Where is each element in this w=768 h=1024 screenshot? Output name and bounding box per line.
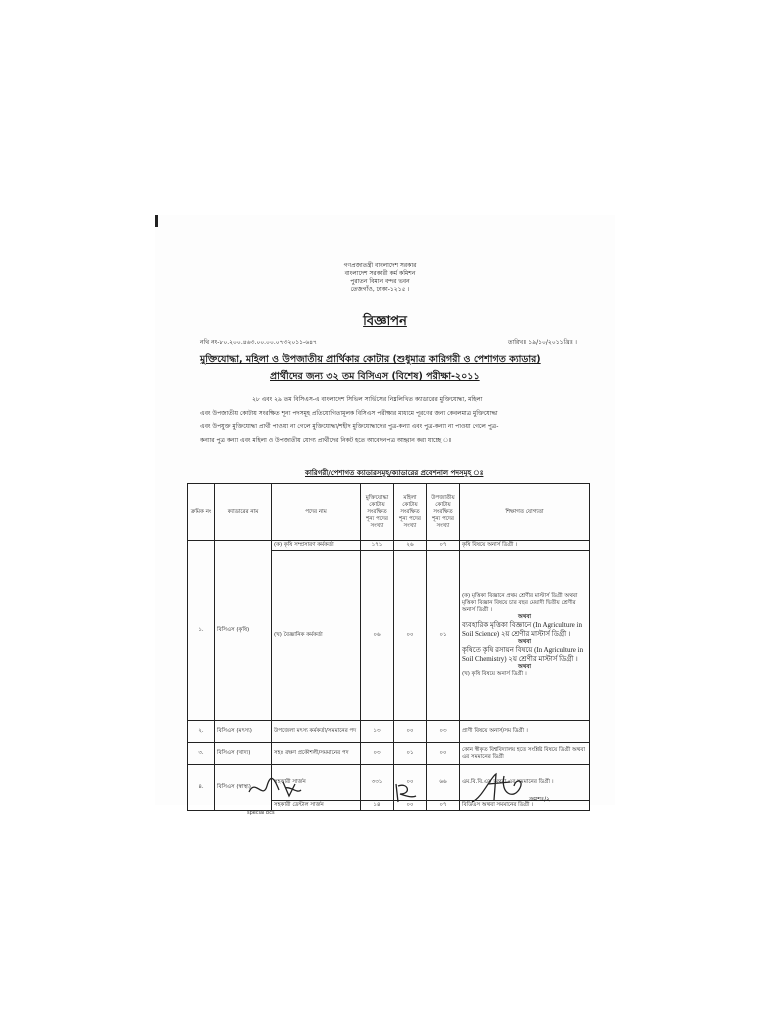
notice-date: তারিখঃ ১৯/১০/২০১১খ্রিঃ । bbox=[508, 339, 577, 346]
letterhead-line: গণপ্রজাতন্ত্রী বাংলাদেশ সরকার bbox=[343, 262, 417, 269]
qualification-line: (খ) কৃষি বিষয়ে অনার্স ডিগ্রী । bbox=[462, 671, 527, 677]
header-serial: ক্রমিক নং bbox=[188, 484, 215, 541]
letterhead-line: বাংলাদেশ সরকারী কর্ম কমিশন bbox=[344, 270, 416, 277]
letterhead bbox=[310, 262, 450, 294]
qualification-or: অথবা bbox=[518, 664, 531, 670]
header-women-quota: মহিলা কোটায় সংরক্ষিত শূন্য পদের সংখ্যা bbox=[394, 484, 427, 541]
letterhead-line: পুরাতন বিমান বন্দর ভবন bbox=[350, 278, 410, 285]
table-caption: কারিগরী/পেশাগত ক্যাডারসমূহ/ক্যাডারের প্রবেশনাল পদসমূহ ঃ bbox=[305, 469, 484, 477]
notice-title: বিজ্ঞাপন bbox=[363, 314, 407, 329]
table-row bbox=[188, 743, 590, 765]
cell-ff-count: ১৩ bbox=[361, 721, 394, 743]
cell-serial: ৩. bbox=[188, 743, 215, 765]
cell-post: সহকারী ডেন্টাল সার্জন bbox=[272, 801, 361, 811]
body-line: ২৮ এবং ২৯ তম বিসিএস-এ বাংলাদেশ সিভিল সার্ভিসের নিম্নলিখিত ক্যাডারের মুক্তিযোদ্ধা, মহিলা bbox=[252, 396, 483, 403]
header-qualification: শিক্ষাগত যোগ্যতা bbox=[460, 484, 590, 541]
cell-serial: ১. bbox=[188, 541, 215, 721]
cell-tribal-count: ৬৬ bbox=[427, 765, 460, 801]
cell-women-count: ০০ bbox=[394, 765, 427, 801]
cell-qualification bbox=[460, 551, 590, 721]
notice-body bbox=[200, 393, 590, 447]
header-freedom-fighter-quota: মুক্তিযোদ্ধা কোটায় সংরক্ষিত শূন্য পদের সংখ্যা bbox=[361, 484, 394, 541]
header-cadre: ক্যাডারের নাম bbox=[215, 484, 272, 541]
cell-tribal-count: ০৩ bbox=[427, 721, 460, 743]
cell-qualification: প্রাণী বিষয়ে অনার্স/সম ডিগ্রী । bbox=[460, 721, 590, 743]
cell-tribal-count: ০১ bbox=[427, 551, 460, 721]
cell-ff-count: ৩৩১ bbox=[361, 765, 394, 801]
cell-ff-count: ০৩ bbox=[361, 743, 394, 765]
special-bcs-label: special bcs bbox=[247, 810, 275, 816]
table-header-row bbox=[188, 484, 590, 541]
body-line: এবং উপযুক্ত মুক্তিযোদ্ধা প্রার্থী পাওয়া না গেলে মুক্তিযোদ্ধা/শহীদ মুক্তিযোদ্ধাদের পুত্র-কন্যা এবং পুত্র-কন্যা না পাওয়া গেলে পুত্র- bbox=[200, 423, 499, 430]
cell-ff-count: ০৬ bbox=[361, 551, 394, 721]
cell-women-count: ২৬ bbox=[394, 541, 427, 551]
cell-cadre: বিসিএস (স্বাস্থ্য) bbox=[215, 765, 272, 811]
cell-qualification: কোন স্বীকৃত বিশ্ববিদ্যালয় হতে সংশ্লিষ্ট বিষয়ে ডিগ্রী অথবা এর সমমানের ডিগ্রী bbox=[460, 743, 590, 765]
qualification-line: কৃষিতে কৃষি রসায়ন বিষয়ে (In Agriculture in Soil Chemistry) ২য় শ্রেণীর মাস্টার্স ডিগ্রী । bbox=[462, 646, 584, 663]
cell-qualification: বিডিএস অথবা সমমানের ডিগ্রী । bbox=[460, 801, 590, 811]
cell-tribal-count: ০৭ bbox=[427, 541, 460, 551]
signature-left bbox=[245, 772, 305, 804]
cell-tribal-count: ০৭ bbox=[427, 801, 460, 811]
cell-cadre: বিসিএস (কৃষি) bbox=[215, 541, 272, 721]
letterhead-line: তেজগাঁও, ঢাকা-১২১৫ । bbox=[350, 286, 410, 293]
cell-post: (ক) কৃষি সম্প্রসারণ কর্মকর্তা bbox=[272, 541, 361, 551]
heading-line-2: প্রার্থীদের জন্য ৩২ তম বিসিএস (বিশেষ) পরীক্ষা-২০১১ bbox=[270, 371, 480, 382]
cell-serial: ৪. bbox=[188, 765, 215, 811]
heading-line-1: মুক্তিযোদ্ধা, মহিলা ও উপজাতীয় প্রার্থিকার কোটার (শুধুমাত্র কারিগরী ও পেশাগত ক্যাডার) bbox=[200, 354, 541, 365]
cell-women-count: ০০ bbox=[394, 801, 427, 811]
cell-qualification: কৃষি বিষয়ে অনার্স ডিগ্রী । bbox=[460, 541, 590, 551]
cell-post: সহঃ রক্ষণ প্রকৌশলী/সমমানের পদ bbox=[272, 743, 361, 765]
cell-cadre: বিসিএস (খাদ্য) bbox=[215, 743, 272, 765]
reference-number: নথি নং-৮০.২০০.৪৬৩.০০.০০.০৭৩২০১১-৬৪৭ bbox=[200, 339, 317, 346]
qualification-or: অথবা bbox=[518, 614, 531, 620]
scan-edge-mark bbox=[155, 215, 158, 227]
table-row bbox=[188, 541, 590, 551]
cell-tribal-count: ০০ bbox=[427, 743, 460, 765]
continued-marker: ক্রমশঃ/২ bbox=[529, 796, 551, 803]
cell-women-count: ০০ bbox=[394, 551, 427, 721]
cell-post: সহকারী সার্জন bbox=[272, 765, 361, 801]
cell-women-count: ০১ bbox=[394, 743, 427, 765]
body-line: এবং উপজাতীয় কোটায় সংরক্ষিত শূন্য পদসমূহ প্রতিযোগিতামূলক বিসিএস পরীক্ষার মাধ্যমে পূরণের জন্য কেবলমাত্র মুক্তিযোদ্ধা bbox=[200, 409, 498, 417]
cell-cadre: বিসিএস (মৎস্য) bbox=[215, 721, 272, 743]
cell-ff-count: ১৪ bbox=[361, 801, 394, 811]
cell-qualification: এম.বি.বি.এস অথবা এর সমমানের ডিগ্রী । bbox=[460, 765, 590, 801]
signature-middle bbox=[392, 780, 418, 804]
body-line: কন্যার পুত্র কন্যা এবং মহিলা ও উপজাতীয় যোগ্য প্রার্থীদের নিকট হতে আবেদনপত্র আহ্বান করা যাচ্ছে ঃ bbox=[200, 436, 452, 444]
cell-women-count: ০০ bbox=[394, 721, 427, 743]
posts-table bbox=[187, 483, 590, 811]
cell-ff-count: ১৭১ bbox=[361, 541, 394, 551]
qualification-or: অথবা bbox=[518, 639, 531, 645]
header-post: পদের নাম bbox=[272, 484, 361, 541]
qualification-line: ব্যবহারিক মৃত্তিকা বিজ্ঞানে (In Agriculture in Soil Science) ২য় শ্রেণীর মাস্টার্স ডিগ্রী । bbox=[462, 621, 582, 638]
cell-serial: ২. bbox=[188, 721, 215, 743]
table-row bbox=[188, 721, 590, 743]
qualification-line: (ক) মৃত্তিকা বিজ্ঞানে প্রথম শ্রেণীর মাস্টার্স ডিগ্রী অথবা মৃত্তিকা বিজ্ঞান বিষয়ে চার বছর মেয়াদী দ্বিতীয় শ্রেণীর অনার্স ডিগ্রী । bbox=[462, 593, 578, 613]
cell-post: উপজেলা মৎস্য কর্মকর্তা/সমমানের পদ bbox=[272, 721, 361, 743]
cell-post: (খ) বৈজ্ঞানিক কর্মকর্তা bbox=[272, 551, 361, 721]
header-tribal-quota: উপজাতীয় কোটায় সংরক্ষিত শূন্য পদের সংখ্যা bbox=[427, 484, 460, 541]
signature-right bbox=[470, 770, 530, 808]
